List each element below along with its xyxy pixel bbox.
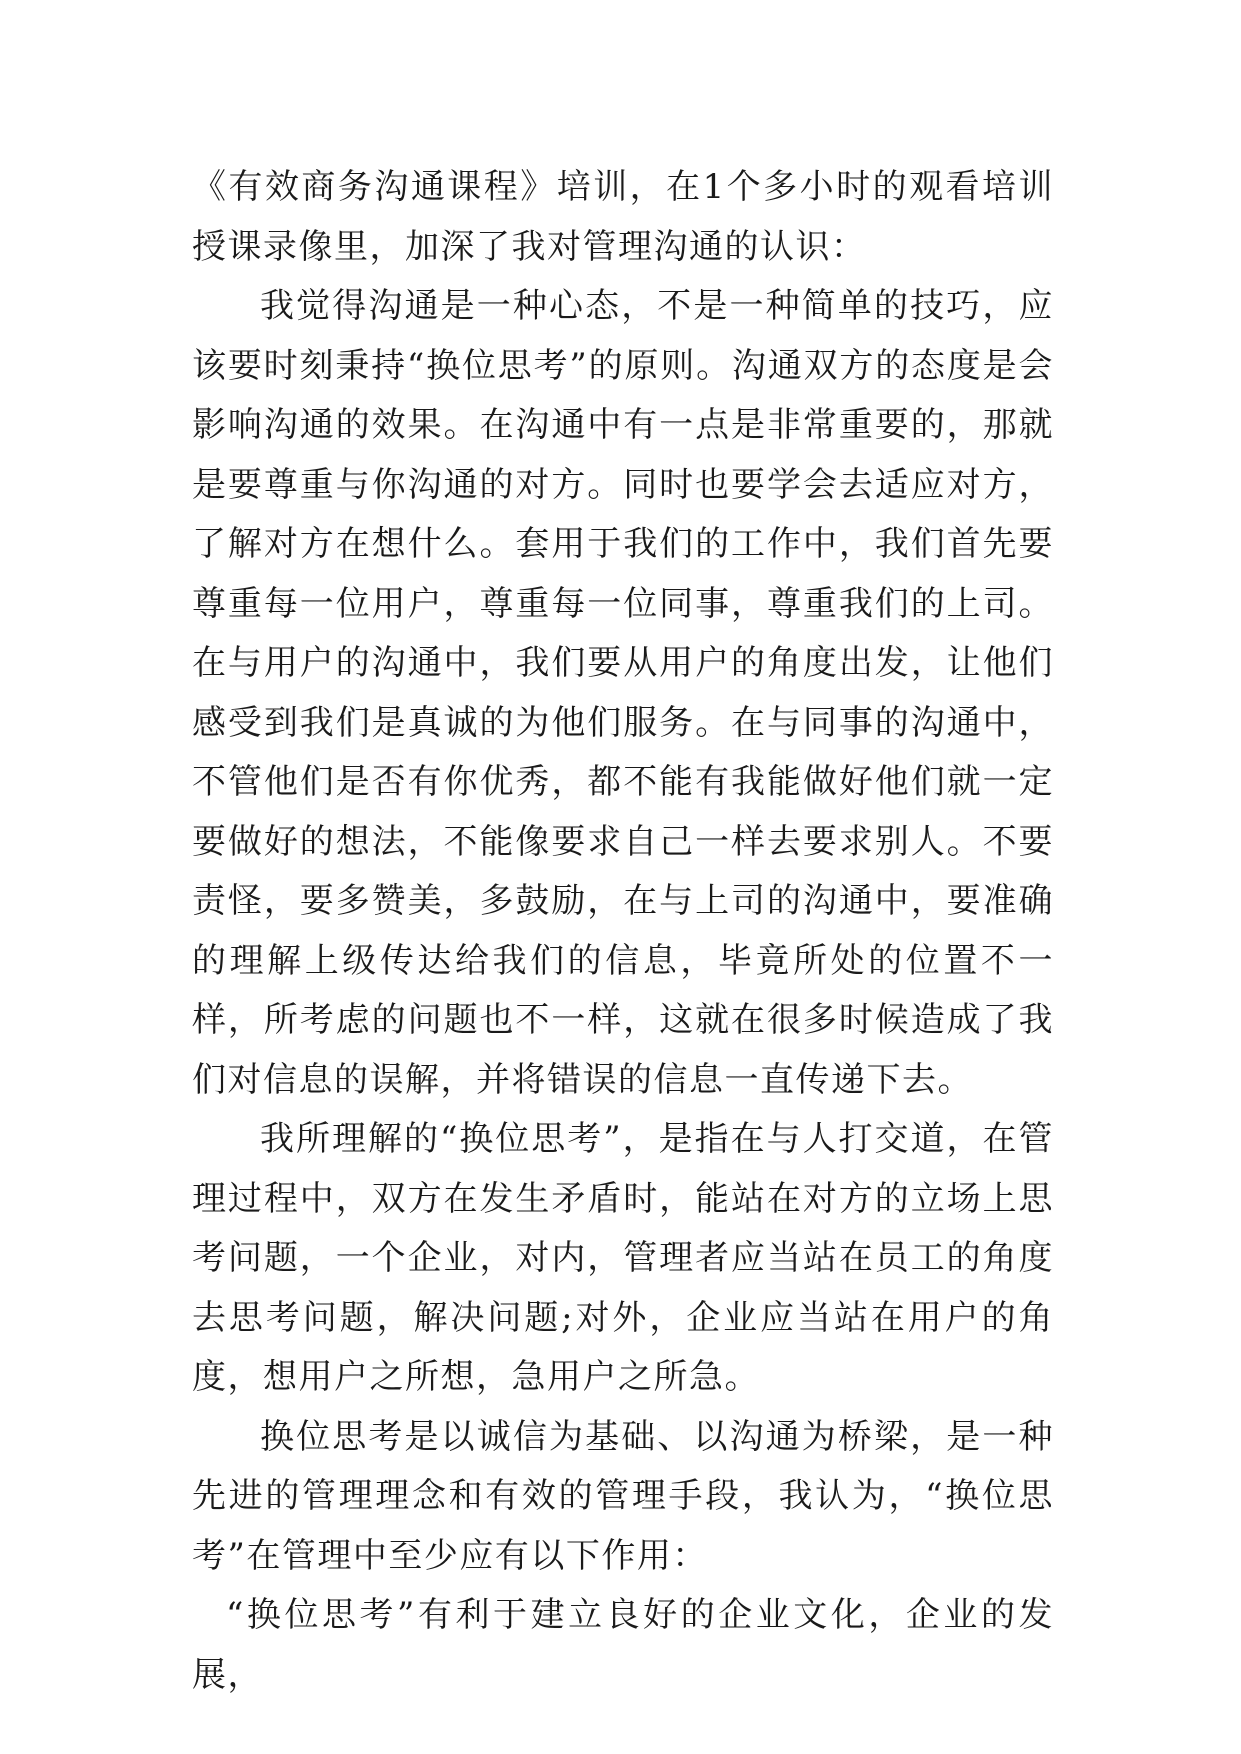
- paragraph-intro: 《有效商务沟通课程》培训，在1个多小时的观看培训授课录像里，加深了我对管理沟通的认识：: [192, 167, 1054, 267]
- paragraph-perspective-taking: 我所理解的“换位思考”，是指在与人打交道，在管理过程中，双方在发生矛盾时，能站在对方的立场上思考问题，一个企业，对内，管理者应当站在员工的角度去思考问题，解决问题;对外，企业应当站在用户的角度，想用户之所想，急用户之所急。: [192, 1119, 1054, 1397]
- paragraph-management-role: 换位思考是以诚信为基础、以沟通为桥梁，是一种先进的管理理念和有效的管理手段，我认为，“换位思考”在管理中至少应有以下作用：: [192, 1416, 1054, 1576]
- paragraph-communication-attitude: 我觉得沟通是一种心态，不是一种简单的技巧，应该要时刻秉持“换位思考”的原则。沟通双方的态度是会影响沟通的效果。在沟通中有一点是非常重要的，那就是要尊重与你沟通的对方。同时也要学会去适应对方，了解对方在想什么。套用于我们的工作中，我们首先要尊重每一位用户，尊重每一位同事，尊重我们的上司。在与用户的沟通中，我们要从用户的角度出发，让他们感受到我们是真诚的为他们服务。在与同事的沟通中，不管他们是否有你优秀，都不能有我能做好他们就一定要做好的想法，不能像要求自己一样去要求别人。不要责怪，要多赞美，多鼓励，在与上司的沟通中，要准确的理解上级传达给我们的信息，毕竟所处的位置不一样，所考虑的问题也不一样，这就在很多时候造成了我们对信息的误解，并将错误的信息一直传递下去。: [192, 286, 1054, 1100]
- paragraph-corporate-culture: “换位思考”有利于建立良好的企业文化，企业的发展，: [192, 1595, 1054, 1695]
- document-body: [192, 158, 1054, 1705]
